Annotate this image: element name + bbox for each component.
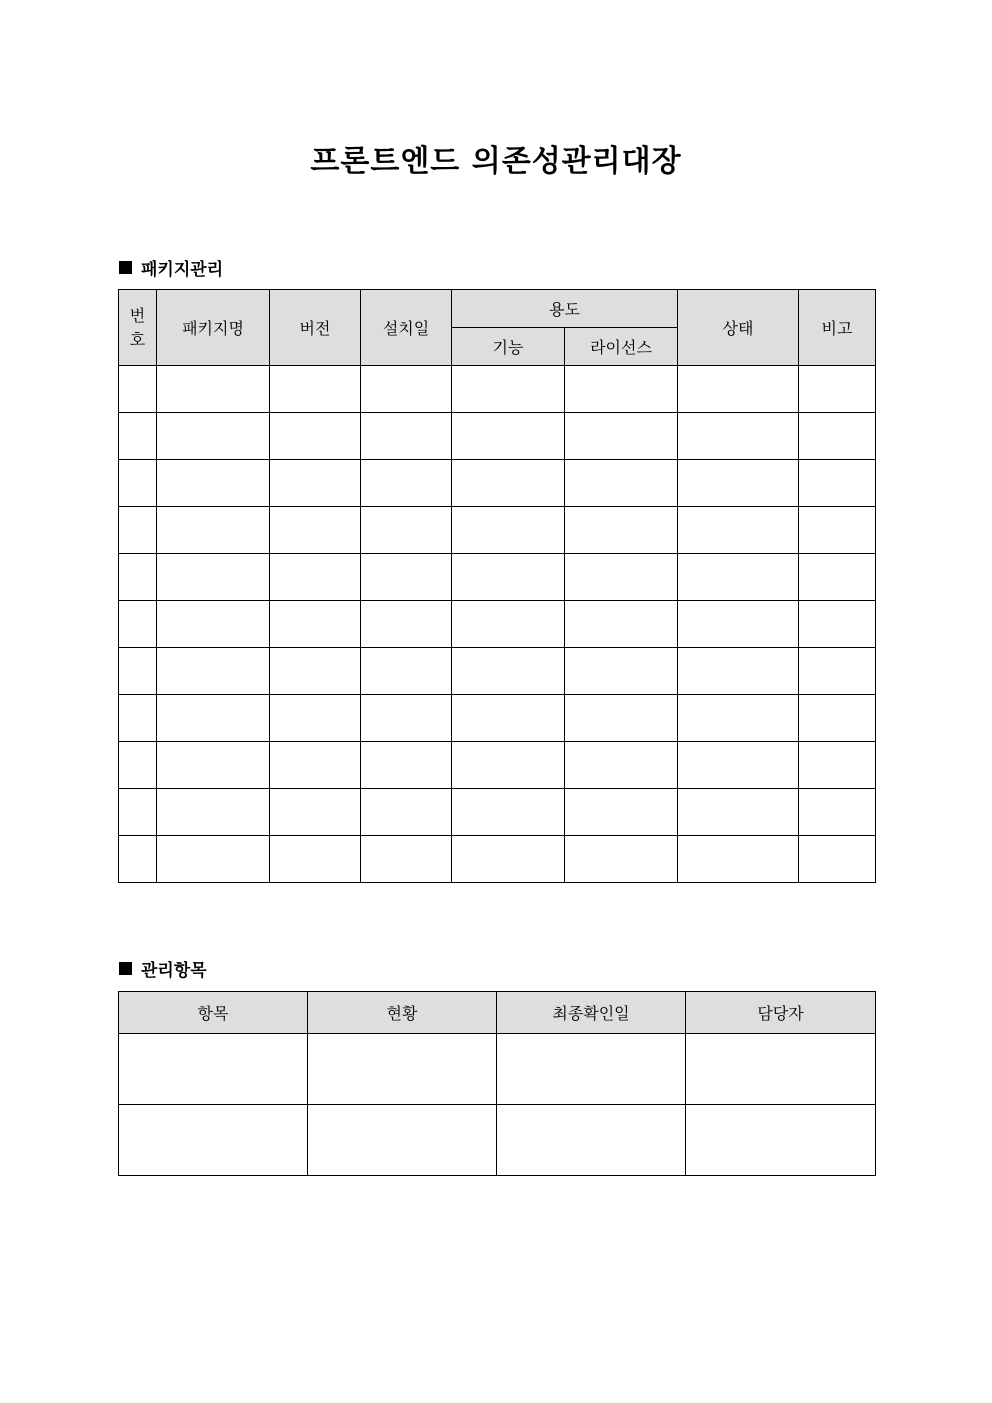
table-cell[interactable] — [361, 413, 452, 460]
table-cell[interactable] — [452, 413, 565, 460]
document-title: 프론트엔드 의존성관리대장 — [310, 144, 682, 179]
table-cell[interactable] — [157, 366, 270, 413]
table-row — [119, 695, 876, 742]
table-cell[interactable] — [452, 742, 565, 789]
table-row — [119, 507, 876, 554]
header-remarks: 비고 — [799, 290, 876, 366]
table-cell[interactable] — [119, 460, 157, 507]
table-cell[interactable] — [678, 648, 799, 695]
table-cell[interactable] — [678, 366, 799, 413]
table-cell[interactable] — [157, 789, 270, 836]
package-section-title: 패키지관리 — [141, 260, 224, 280]
table-cell[interactable] — [452, 460, 565, 507]
management-table-body — [119, 1034, 876, 1176]
table-cell[interactable] — [565, 460, 678, 507]
package-table — [118, 289, 876, 883]
table-cell[interactable] — [119, 1034, 308, 1105]
table-cell[interactable] — [565, 507, 678, 554]
table-cell[interactable] — [799, 648, 876, 695]
square-bullet-icon — [119, 962, 132, 975]
table-cell[interactable] — [452, 601, 565, 648]
table-cell[interactable] — [678, 554, 799, 601]
header-install-date: 설치일 — [361, 290, 452, 366]
table-cell[interactable] — [361, 366, 452, 413]
table-cell[interactable] — [799, 695, 876, 742]
table-row — [119, 554, 876, 601]
table-cell[interactable] — [565, 742, 678, 789]
table-cell[interactable] — [565, 836, 678, 883]
table-cell[interactable] — [157, 413, 270, 460]
package-section-heading — [119, 255, 223, 280]
table-cell[interactable] — [361, 836, 452, 883]
table-cell[interactable] — [565, 695, 678, 742]
table-cell[interactable] — [361, 460, 452, 507]
header-item: 항목 — [119, 992, 308, 1034]
table-cell[interactable] — [157, 695, 270, 742]
table-row — [119, 789, 876, 836]
table-cell[interactable] — [119, 601, 157, 648]
table-cell[interactable] — [799, 742, 876, 789]
table-cell[interactable] — [157, 507, 270, 554]
header-last-check-date: 최종확인일 — [497, 992, 686, 1034]
table-cell[interactable] — [799, 460, 876, 507]
table-cell[interactable] — [799, 554, 876, 601]
table-cell[interactable] — [308, 1105, 497, 1176]
table-cell[interactable] — [678, 413, 799, 460]
table-cell[interactable] — [686, 1034, 876, 1105]
header-manager: 담당자 — [686, 992, 876, 1034]
table-cell[interactable] — [565, 789, 678, 836]
table-cell[interactable] — [678, 789, 799, 836]
table-cell[interactable] — [497, 1034, 686, 1105]
table-cell[interactable] — [157, 554, 270, 601]
table-cell[interactable] — [361, 648, 452, 695]
table-cell[interactable] — [361, 507, 452, 554]
table-cell[interactable] — [361, 789, 452, 836]
table-cell[interactable] — [361, 554, 452, 601]
header-license: 라이선스 — [565, 328, 678, 366]
table-cell[interactable] — [799, 836, 876, 883]
table-cell[interactable] — [119, 554, 157, 601]
header-function: 기능 — [452, 328, 565, 366]
table-cell[interactable] — [270, 366, 361, 413]
table-cell[interactable] — [361, 742, 452, 789]
table-cell[interactable] — [270, 460, 361, 507]
table-cell[interactable] — [686, 1105, 876, 1176]
table-cell[interactable] — [799, 507, 876, 554]
table-cell[interactable] — [565, 648, 678, 695]
table-cell[interactable] — [119, 742, 157, 789]
table-cell[interactable] — [452, 366, 565, 413]
table-row — [119, 1034, 876, 1105]
table-cell[interactable] — [452, 648, 565, 695]
management-section-heading — [119, 956, 207, 981]
table-cell[interactable] — [270, 695, 361, 742]
table-cell[interactable] — [270, 413, 361, 460]
table-cell[interactable] — [361, 601, 452, 648]
header-status: 상태 — [678, 290, 799, 366]
table-cell[interactable] — [119, 695, 157, 742]
package-table-body — [119, 366, 876, 883]
table-row — [119, 366, 876, 413]
table-cell[interactable] — [270, 648, 361, 695]
table-row — [119, 413, 876, 460]
header-usage: 용도 — [452, 290, 678, 328]
table-cell[interactable] — [308, 1034, 497, 1105]
table-row — [119, 601, 876, 648]
table-cell[interactable] — [678, 695, 799, 742]
square-bullet-icon — [119, 261, 132, 274]
header-version: 버전 — [270, 290, 361, 366]
table-cell[interactable] — [497, 1105, 686, 1176]
table-cell[interactable] — [565, 413, 678, 460]
header-current-status: 현황 — [308, 992, 497, 1034]
table-cell[interactable] — [119, 836, 157, 883]
table-cell[interactable] — [157, 648, 270, 695]
table-cell[interactable] — [565, 601, 678, 648]
table-row — [119, 836, 876, 883]
table-cell[interactable] — [452, 836, 565, 883]
table-cell[interactable] — [452, 554, 565, 601]
table-cell[interactable] — [270, 507, 361, 554]
table-cell[interactable] — [799, 601, 876, 648]
table-cell[interactable] — [452, 789, 565, 836]
table-cell[interactable] — [452, 507, 565, 554]
table-cell[interactable] — [678, 507, 799, 554]
table-cell[interactable] — [119, 366, 157, 413]
table-cell[interactable] — [157, 460, 270, 507]
table-row — [119, 742, 876, 789]
table-cell[interactable] — [361, 695, 452, 742]
header-number: 번 호 — [119, 290, 157, 366]
table-cell[interactable] — [678, 460, 799, 507]
table-cell[interactable] — [119, 413, 157, 460]
table-cell[interactable] — [678, 836, 799, 883]
table-cell[interactable] — [799, 413, 876, 460]
table-cell[interactable] — [157, 601, 270, 648]
table-cell[interactable] — [452, 695, 565, 742]
table-row — [119, 460, 876, 507]
table-cell[interactable] — [157, 742, 270, 789]
table-cell[interactable] — [565, 554, 678, 601]
management-section-title: 관리항목 — [141, 961, 207, 981]
table-row — [119, 1105, 876, 1176]
table-cell[interactable] — [270, 836, 361, 883]
table-cell[interactable] — [270, 554, 361, 601]
table-cell[interactable] — [799, 366, 876, 413]
table-cell[interactable] — [119, 1105, 308, 1176]
header-package-name: 패키지명 — [157, 290, 270, 366]
table-cell[interactable] — [119, 789, 157, 836]
table-cell[interactable] — [119, 507, 157, 554]
table-row — [119, 648, 876, 695]
table-cell[interactable] — [270, 601, 361, 648]
table-cell[interactable] — [119, 648, 157, 695]
table-cell[interactable] — [678, 742, 799, 789]
table-cell[interactable] — [270, 742, 361, 789]
table-cell[interactable] — [799, 789, 876, 836]
table-cell[interactable] — [270, 789, 361, 836]
management-table — [118, 991, 876, 1176]
table-cell[interactable] — [565, 366, 678, 413]
table-cell[interactable] — [157, 836, 270, 883]
table-cell[interactable] — [678, 601, 799, 648]
